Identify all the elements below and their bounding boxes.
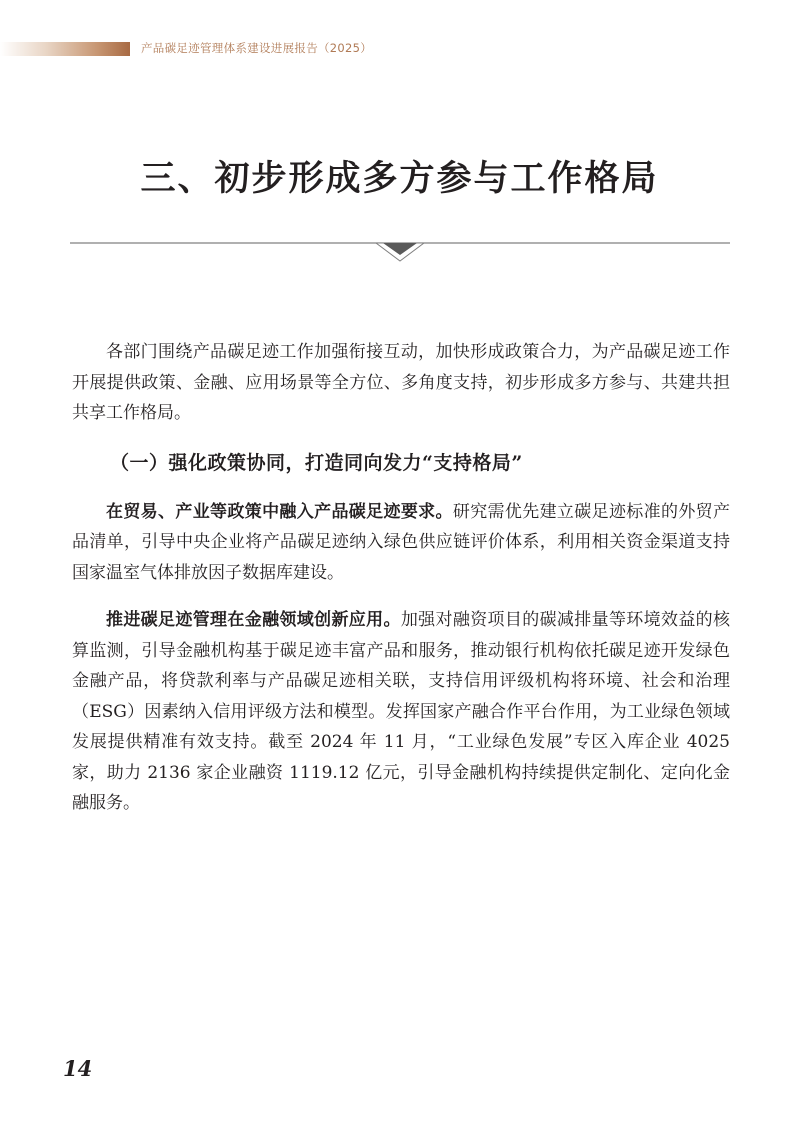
page-number: 14 xyxy=(63,1056,93,1081)
subsection-heading: （一）强化政策协同，打造同向发力“支持格局” xyxy=(110,451,523,474)
running-header: 产品碳足迹管理体系建设进展报告（2025） xyxy=(141,41,373,55)
page-title: 三、初步形成多方参与工作格局 xyxy=(140,158,659,200)
paragraph-finance xyxy=(72,605,730,819)
paragraph-lead: 推进碳足迹管理在金融领域创新应用。 xyxy=(106,610,401,630)
intro-paragraph: 各部门围绕产品碳足迹工作加强衔接互动，加快形成政策合力，为产品碳足迹工作开展提供政策、金融、应用场景等全方位、多角度支持，初步形成多方参与、共建共担共享工作格局。 xyxy=(72,342,730,423)
title-divider xyxy=(70,238,730,264)
paragraph-lead: 在贸易、产业等政策中融入产品碳足迹要求。 xyxy=(106,501,453,522)
paragraph-trade-policy xyxy=(72,497,730,589)
paragraph-text: 加强对融资项目的碳减排量等环境效益的核算监测，引导金融机构基于碳足迹丰富产品和服务，推动银行机构依托碳足迹开发绿色金融产品，将贷款利率与产品碳足迹相关联，支持信用评级机构将环境、社会和治理（ESG）因素纳入信用评级方法和模型。发挥国家产融合作平台作用，为工业绿色领域发展提供精准有效支持。截至 2024 年 11 月，“工业绿色发展”专区入库企业 4025 家，助力 2136 家企业融资 1119.12 亿元，引导金融机构持续提供定制化、定向化金融服务。 xyxy=(72,610,730,813)
paragraph-text: 研究需优先建立碳足迹标准的外贸产品清单，引导中央企业将产品碳足迹纳入绿色供应链评价体系，利用相关资金渠道支持国家温室气体排放因子数据库建设。 xyxy=(72,501,731,583)
header-gradient-band xyxy=(0,42,130,56)
body-text xyxy=(72,337,730,819)
